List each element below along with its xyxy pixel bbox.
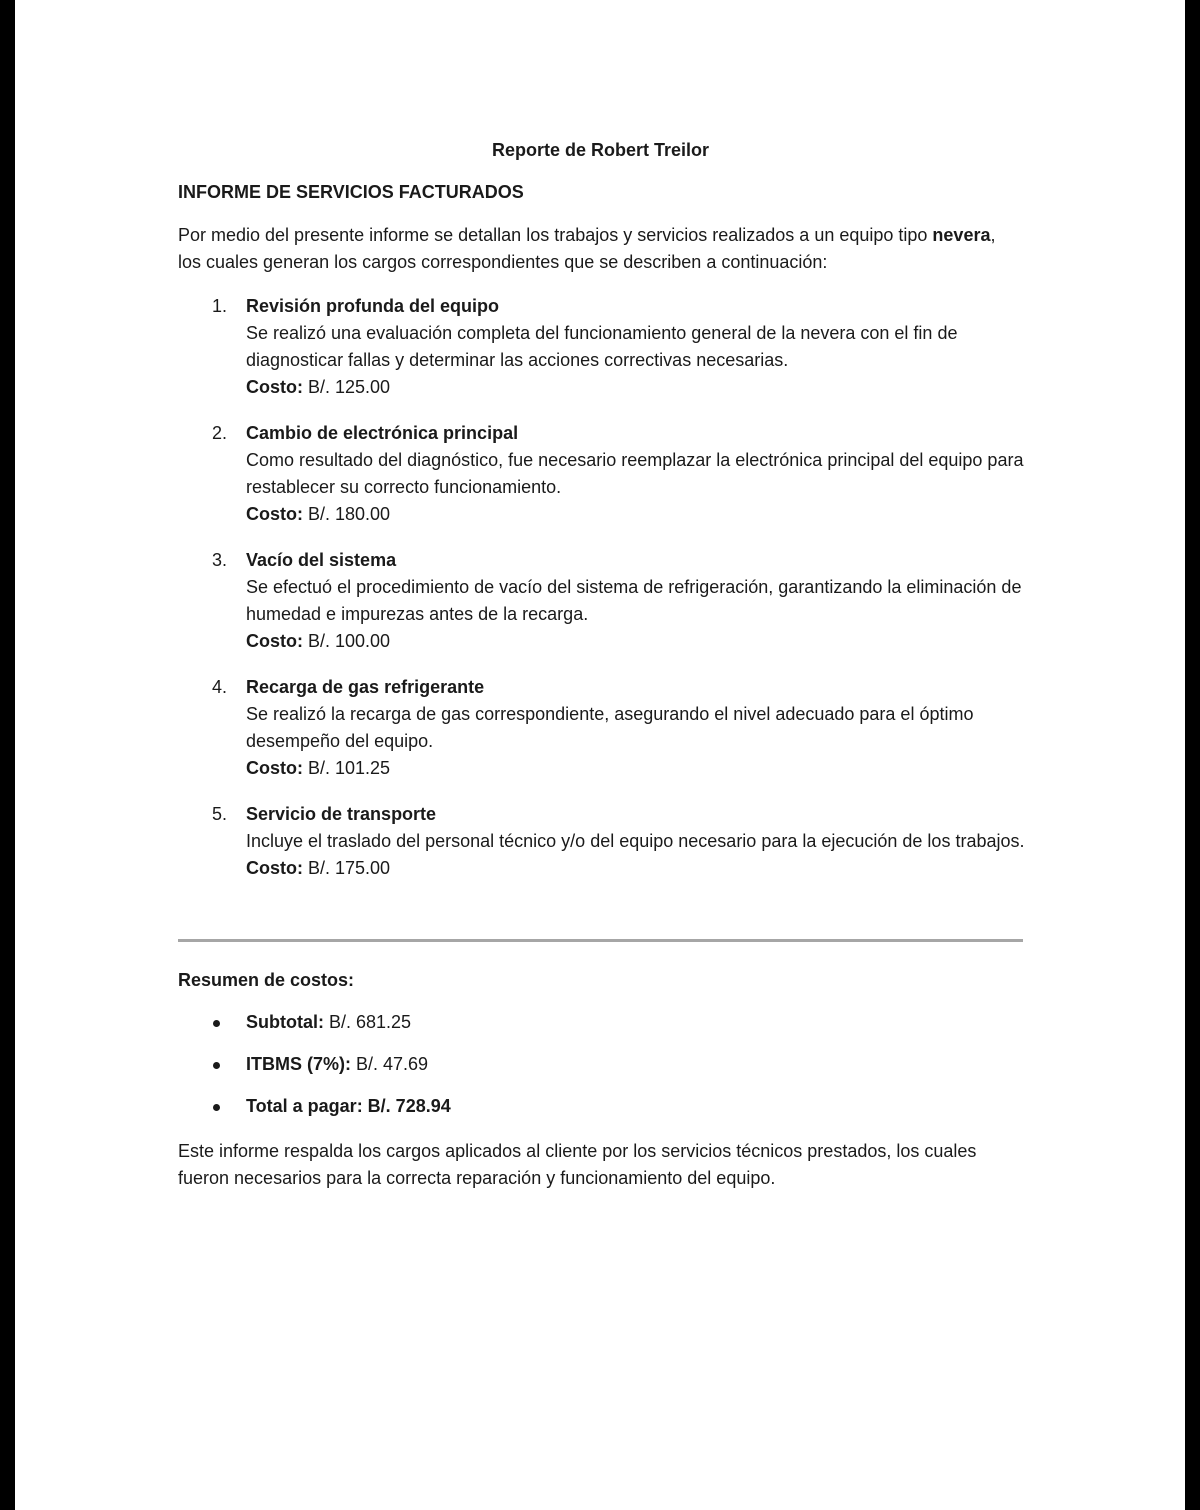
intro-paragraph: [178, 222, 1023, 276]
itbms-value: B/. 47.69: [351, 1054, 429, 1074]
service-title: Cambio de electrónica principal: [246, 423, 519, 443]
service-number: 1.: [212, 296, 228, 316]
subtotal-label: Subtotal:: [246, 1012, 324, 1032]
service-description: Incluye el traslado del personal técnico y/o del equipo necesario para la ejecución de los trabajos.: [246, 831, 1025, 851]
cost-value: B/. 101.25: [303, 758, 391, 778]
service-description: Se efectuó el procedimiento de vacío del sistema de refrigeración, garantizando la eliminación de humedad e impurezas antes de la recarga.: [246, 577, 1022, 624]
document-title: Reporte de Robert Treilor: [491, 140, 710, 160]
service-description: Como resultado del diagnóstico, fue necesario reemplazar la electrónica principal del equipo para restablecer su correcto funcionamiento.: [246, 450, 1024, 497]
bullet-icon: [213, 1062, 220, 1069]
service-description: Se realizó la recarga de gas correspondiente, asegurando el nivel adecuado para el óptimo desempeño del equipo.: [246, 704, 974, 751]
service-number: 4.: [212, 677, 228, 697]
cost-value: B/. 125.00: [303, 377, 391, 397]
summary-title: Resumen de costos:: [178, 970, 355, 990]
cost-label: Costo:: [246, 377, 303, 397]
cost-label: Costo:: [246, 631, 303, 651]
summary-list: [178, 1009, 1023, 1135]
horizontal-divider: [178, 939, 1023, 942]
section-title: INFORME DE SERVICIOS FACTURADOS: [178, 182, 524, 202]
service-description: Se realizó una evaluación completa del funcionamiento general de la nevera con el fin de diagnosticar fallas y determinar las acciones correctivas necesarias.: [246, 323, 958, 370]
cost-value: B/. 180.00: [303, 504, 391, 524]
service-item: [178, 420, 1038, 528]
service-cost: [246, 755, 1038, 782]
service-cost: [246, 374, 1038, 401]
service-number: 5.: [212, 804, 228, 824]
document-page: [15, 0, 1185, 1510]
cost-label: Costo:: [246, 758, 303, 778]
service-number: 3.: [212, 550, 228, 570]
intro-equipment-type: nevera: [932, 225, 991, 245]
cost-value: B/. 175.00: [303, 858, 391, 878]
service-title: Servicio de transporte: [246, 804, 437, 824]
closing-paragraph: Este informe respalda los cargos aplicados al cliente por los servicios técnicos prestados, los cuales fueron necesarios para la correcta reparación y funcionamiento del equipo.: [178, 1141, 977, 1188]
cost-label: Costo:: [246, 858, 303, 878]
summary-total: [178, 1093, 1023, 1120]
cost-value: B/. 100.00: [303, 631, 391, 651]
service-item: [178, 293, 1038, 401]
bullet-icon: [213, 1020, 220, 1027]
cost-label: Costo:: [246, 504, 303, 524]
intro-text-end: , los cuales generan los cargos correspondientes que se describen a continuación:: [178, 225, 996, 272]
service-cost: [246, 501, 1038, 528]
summary-subtotal: [178, 1009, 1023, 1036]
service-item: [178, 801, 1038, 882]
service-cost: [246, 855, 1038, 882]
intro-text-start: Por medio del presente informe se detallan los trabajos y servicios realizados a un equipo tipo: [178, 225, 933, 245]
services-list: [178, 293, 1038, 901]
service-title: Revisión profunda del equipo: [246, 296, 500, 316]
itbms-label: ITBMS (7%):: [246, 1054, 351, 1074]
service-title: Recarga de gas refrigerante: [246, 677, 485, 697]
service-title: Vacío del sistema: [246, 550, 397, 570]
total-text: Total a pagar: B/. 728.94: [246, 1096, 451, 1116]
service-number: 2.: [212, 423, 228, 443]
subtotal-value: B/. 681.25: [324, 1012, 412, 1032]
service-cost: [246, 628, 1038, 655]
summary-itbms: [178, 1051, 1023, 1078]
service-item: [178, 547, 1038, 655]
bullet-icon: [213, 1104, 220, 1111]
service-item: [178, 674, 1038, 782]
